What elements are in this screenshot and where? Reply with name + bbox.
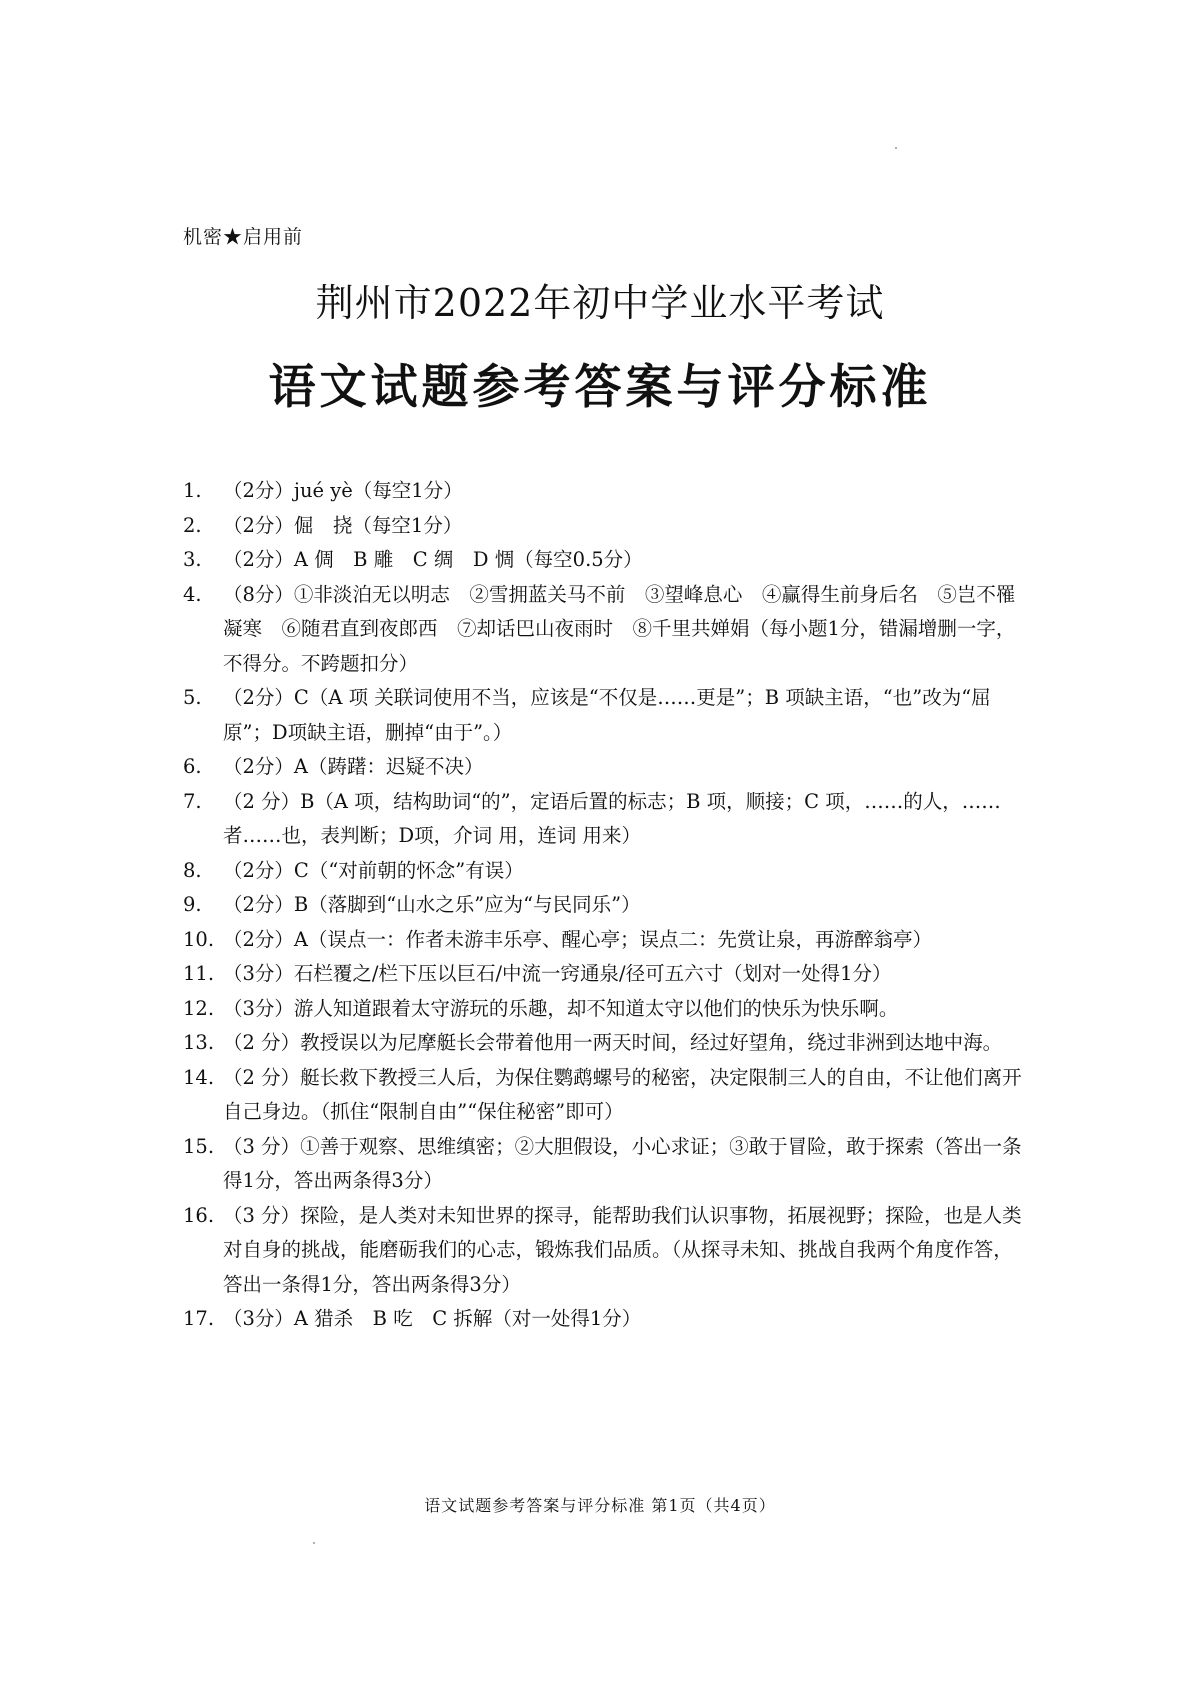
answer-number: 12.	[183, 996, 215, 1020]
answer-text: （3分）游人知道跟着太守游玩的乐趣，却不知道太守以他们的快乐为快乐啊。	[223, 996, 899, 1020]
answer-text: （2分）A（踌躇：迟疑不决）	[223, 755, 484, 778]
answer-number: 10.	[183, 927, 215, 951]
answer-text: （2分）jué yè（每空1分）	[223, 479, 463, 502]
answer-text: （2 分）教授误以为尼摩艇长会带着他用一两天时间，经过好望角，绕过非洲到达地中海。	[223, 1031, 1003, 1054]
answer-item-4	[183, 578, 1028, 682]
answer-text: （3分）石栏覆之/栏下压以巨石/中流一窍通泉/径可五六寸（划对一处得1分）	[223, 962, 892, 985]
answer-item-17	[183, 1302, 1028, 1337]
answer-item-6	[183, 750, 1028, 785]
answer-item-13	[183, 1026, 1028, 1061]
answer-text: （3分）A 猎杀 B 吃 C 拆解（对一处得1分）	[223, 1307, 642, 1330]
answer-number: 13.	[183, 1031, 215, 1054]
answer-text: （2分）A 倜 B 雕 C 绸 D 惆（每空0.5分）	[223, 548, 643, 571]
answer-item-16	[183, 1199, 1028, 1303]
answer-text: （2分）C（A 项 关联词使用不当，应该是“不仅是……更是”；B 项缺主语，“也”改为“屈原”；D项缺主语，删掉“由于”。）	[223, 686, 991, 744]
answer-number: 1.	[183, 479, 202, 502]
answer-item-1	[183, 474, 1028, 509]
answer-item-15	[183, 1130, 1028, 1199]
page-title: 语文试题参考答案与评分标准	[268, 360, 932, 415]
answer-item-9	[183, 888, 1028, 923]
answer-list	[183, 474, 1028, 1337]
answer-text: （3 分）探险，是人类对未知世界的探寻，能帮助我们认识事物，拓展视野；探险，也是人类对自身的挑战，能磨砺我们的心志，锻炼我们品质。（从探寻未知、挑战自我两个角度作答，答出一条得1分，答出两条得3分）	[223, 1203, 1022, 1296]
answer-number: 8.	[183, 858, 202, 882]
answer-item-7	[183, 785, 1028, 854]
answer-item-11	[183, 957, 1028, 992]
answer-item-14	[183, 1061, 1028, 1130]
confidential-label: 机密★启用前	[183, 226, 304, 248]
answer-number: 17.	[183, 1307, 215, 1330]
answer-item-2	[183, 509, 1028, 544]
scan-speck	[313, 1542, 315, 1544]
answer-item-3	[183, 543, 1028, 578]
answer-item-5	[183, 681, 1028, 750]
answer-number: 2.	[183, 513, 202, 537]
answer-number: 6.	[183, 755, 202, 778]
answer-text: （3 分）①善于观察、思维缜密；②大胆假设，小心求证；③敢于冒险，敢于探索（答出一条得1分，答出两条得3分）	[223, 1134, 1022, 1192]
answer-item-8	[183, 854, 1028, 889]
answer-item-12	[183, 992, 1028, 1027]
answer-number: 11.	[183, 962, 215, 985]
exam-title: 荆州市2022年初中学业水平考试	[315, 281, 885, 325]
page-footer: 语文试题参考答案与评分标准 第1页（共4页）	[424, 1496, 776, 1515]
answer-number: 9.	[183, 893, 202, 916]
answer-number: 16.	[183, 1203, 215, 1227]
answer-number: 5.	[183, 686, 202, 709]
answer-number: 3.	[183, 548, 202, 571]
answer-number: 14.	[183, 1065, 215, 1089]
answer-text: （2分）A（误点一：作者未游丰乐亭、醒心亭；误点二：先赏让泉，再游醉翁亭）	[223, 927, 932, 951]
answer-text: （2分）倔 挠（每空1分）	[223, 513, 463, 537]
answer-text: （2 分）艇长救下教授三人后，为保住鹦鹉螺号的秘密，决定限制三人的自由，不让他们离开自己身边。（抓住“限制自由”“保住秘密”即可）	[223, 1065, 1022, 1123]
answer-text: （2分）C（“对前朝的怀念”有误）	[223, 858, 524, 882]
answer-number: 7.	[183, 789, 202, 813]
answer-item-10	[183, 923, 1028, 958]
answer-text: （2 分）B（A 项，结构助词“的”，定语后置的标志；B 项，顺接；C 项，……的人，……者……也，表判断；D项，介词 用，连词 用来）	[223, 789, 1001, 847]
scan-speck	[895, 147, 897, 149]
answer-text: （2分）B（落脚到“山水之乐”应为“与民同乐”）	[223, 893, 641, 916]
answer-number: 15.	[183, 1134, 215, 1158]
answer-text: （8分）①非淡泊无以明志 ②雪拥蓝关马不前 ③望峰息心 ④赢得生前身后名 ⑤岂不罹凝寒 ⑥随君直到夜郎西 ⑦却话巴山夜雨时 ⑧千里共婵娟（每小题1分，错漏增删一字，不得分。不跨题扣分）	[223, 582, 1016, 675]
answer-number: 4.	[183, 582, 202, 606]
